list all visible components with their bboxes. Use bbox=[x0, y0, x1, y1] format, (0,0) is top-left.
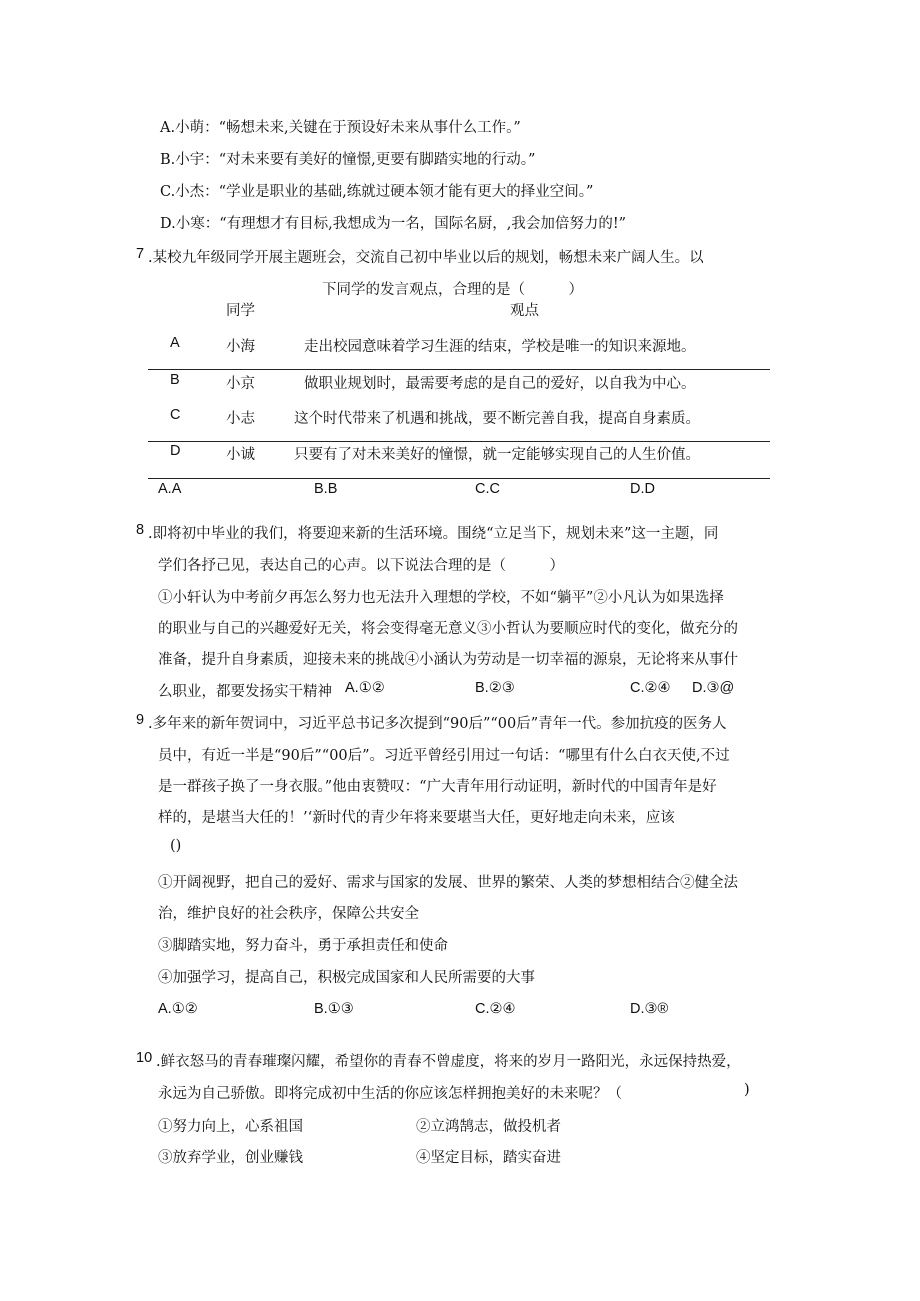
q8-line: 学们各抒己见，表达自己的心声。以下说法合理的是（ ） bbox=[158, 558, 564, 574]
q7-answer-c: C.C bbox=[475, 481, 500, 497]
q7-answer-d: D.D bbox=[630, 481, 655, 497]
q7-row-c-view: 这个时代带来了机遇和挑战，要不断完善自我，提高自身素质。 bbox=[294, 411, 700, 427]
q7-row-d-letter: D bbox=[170, 443, 181, 459]
q8-line: .即将初中毕业的我们，将要迎来新的生活环境。围绕“立足当下，规划未来”这一主题，同 bbox=[148, 526, 719, 542]
q7-answer-b: B.B bbox=[314, 481, 338, 497]
q7-row-b-view: 做职业规划时，最需要考虑的是自己的爱好，以自我为中心。 bbox=[304, 376, 696, 392]
q7-answer-a: A.A bbox=[158, 481, 182, 497]
q9-line: 员中，有近一半是“90后”“00后”。习近平曾经引用过一句话：“哪里有什么白衣天使,不过 bbox=[158, 748, 730, 764]
q9-answer-d: D.③® bbox=[630, 1001, 669, 1017]
q8-answer-b: B.②③ bbox=[475, 680, 515, 696]
q9-paren: () bbox=[170, 838, 182, 854]
q7-row-a-letter: A bbox=[170, 335, 180, 351]
q9-item: 治，维护良好的社会秩序，保障公共安全 bbox=[158, 906, 419, 922]
q7-row-a-view: 走出校园意味着学习生涯的结束，学校是唯一的知识来源地。 bbox=[304, 339, 696, 355]
q7-col-student: 同学 bbox=[226, 303, 255, 319]
q8-number: 8 bbox=[136, 522, 145, 538]
q7-row-b-name: 小京 bbox=[226, 376, 255, 392]
q7-col-view: 观点 bbox=[510, 303, 539, 319]
table-divider bbox=[148, 441, 770, 442]
table-divider bbox=[148, 369, 770, 370]
q10-option-3: ③放弃学业，创业赚钱 bbox=[158, 1150, 303, 1166]
q9-line: .多年来的新年贺词中，习近平总书记多次提到“90后”“00后”青年一代。参加抗疫的医务人 bbox=[148, 716, 727, 732]
q8-line: 准备，提升自身素质，迎接未来的挑战④小涵认为劳动是一切幸福的源泉，无论将来从事什 bbox=[158, 652, 738, 668]
q7-stem-line1: .某校九年级同学开展主题班会，交流自己初中毕业以后的规划，畅想未来广阔人生。以 bbox=[148, 250, 704, 266]
q8-last-line: 么职业，都要发扬实干精神 bbox=[158, 684, 332, 700]
q8-line: ①小轩认为中考前夕再怎么努力也无法升入理想的学校，不如“躺平”②小凡认为如果选择 bbox=[158, 590, 724, 606]
q7-row-b-letter: B bbox=[170, 372, 180, 388]
q7-number: 7 bbox=[136, 246, 145, 262]
q7-row-d-view: 只要有了对未来美好的憧憬，就一定能够实现自己的人生价值。 bbox=[294, 447, 700, 463]
q7-row-a-name: 小海 bbox=[226, 339, 255, 355]
q8-answer-a: A.①② bbox=[345, 680, 385, 696]
q10-option-4: ④坚定目标，踏实奋进 bbox=[416, 1150, 561, 1166]
q9-line: 是一群孩子换了一身衣服。”他由衷赞叹：“广大青年用行动证明，新时代的中国青年是好 bbox=[158, 779, 717, 795]
q8-answer-c: C.②④ bbox=[630, 680, 671, 696]
q10-number: 10 bbox=[136, 1050, 153, 1066]
q10-stem-line2: 永远为自己骄傲。即将完成初中生活的你应该怎样拥抱美好的未来呢？（ bbox=[158, 1086, 622, 1102]
q6-option-b: B.小宇：“对未来要有美好的憧憬,更要有脚踏实地的行动。” bbox=[160, 152, 536, 168]
q8-answer-d: D.③@ bbox=[692, 680, 735, 696]
q7-stem-line2: 下同学的发言观点，合理的是（ ） bbox=[322, 282, 583, 298]
q10-option-2: ②立鸿鹄志，做投机者 bbox=[416, 1119, 561, 1135]
q7-row-d-name: 小诚 bbox=[226, 447, 255, 463]
q6-option-d: D.小寒：“有理想才有目标,我想成为一名，国际名厨，,我会加倍努力的!” bbox=[160, 216, 627, 232]
q9-answer-b: B.①③ bbox=[314, 1001, 354, 1017]
q6-option-c: C.小杰：“学业是职业的基础,练就过硬本领才能有更大的择业空间。” bbox=[160, 184, 594, 200]
q10-stem-line1: .鲜衣怒马的青春璀璨闪耀，希望你的青春不曾虚度，将来的岁月一路阳光，永远保持热爱， bbox=[156, 1054, 741, 1070]
q8-line: 的职业与自己的兴趣爱好无关，将会变得毫无意义③小哲认为要顺应时代的变化，做充分的 bbox=[158, 621, 738, 637]
q10-paren-close: ) bbox=[744, 1082, 750, 1098]
q10-option-1: ①努力向上，心系祖国 bbox=[158, 1119, 303, 1135]
q9-answer-a: A.①② bbox=[158, 1001, 198, 1017]
q6-option-a: A.小萌：“畅想未来,关键在于预设好未来从事什么工作。” bbox=[160, 120, 521, 136]
table-divider bbox=[148, 478, 770, 479]
q7-row-c-letter: C bbox=[170, 407, 181, 423]
q9-answer-c: C.②④ bbox=[475, 1001, 516, 1017]
q9-item: ①开阔视野，把自己的爱好、需求与国家的发展、世界的繁荣、人类的梦想相结合②健全法 bbox=[158, 875, 738, 891]
q9-item: ③脚踏实地，努力奋斗，勇于承担责任和使命 bbox=[158, 938, 448, 954]
q9-item: ④加强学习，提高自己，积极完成国家和人民所需要的大事 bbox=[158, 970, 535, 986]
q9-number: 9 bbox=[136, 712, 145, 728]
q7-row-c-name: 小志 bbox=[226, 411, 255, 427]
q9-line: 样的，是堪当大任的！’‘新时代的青少年将来要堪当大任，更好地走向未来，应该 bbox=[158, 810, 675, 826]
